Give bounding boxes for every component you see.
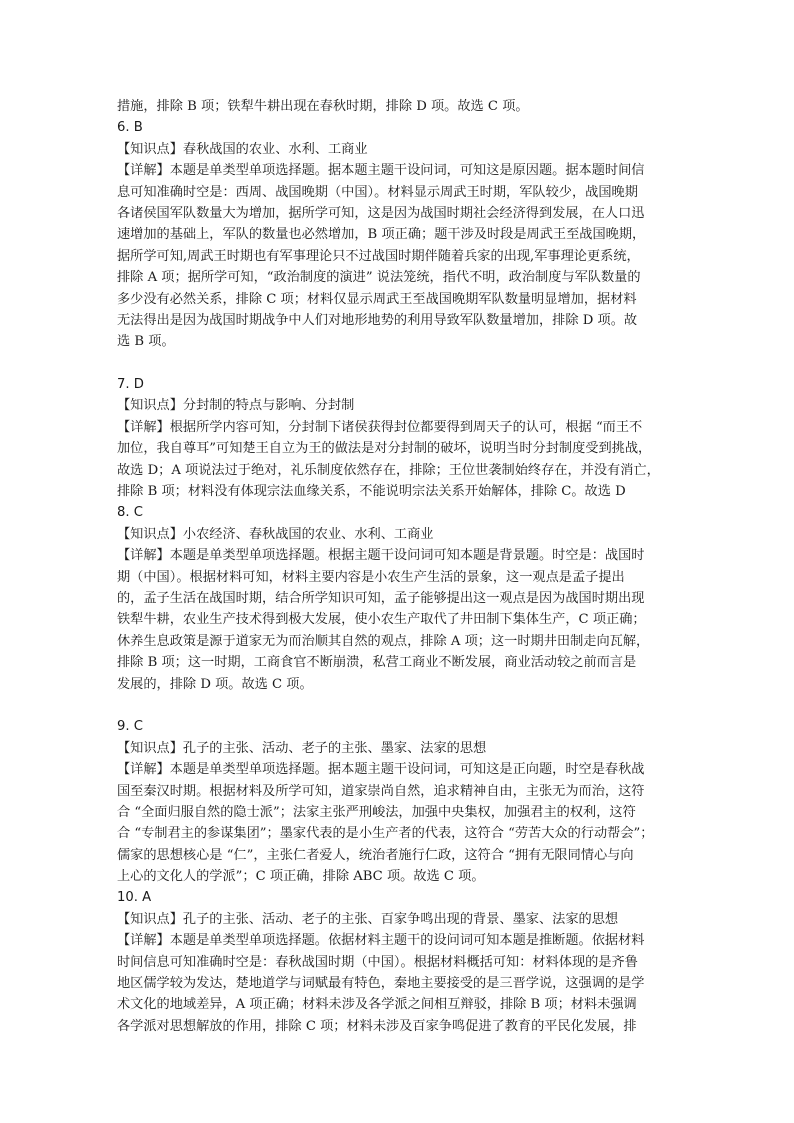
text-line: 【详解】根据所学内容可知，分封制下诸侯获得封位都要得到周天子的认可，根据 “而王不 <box>117 419 643 435</box>
text-line: 排除 A 项；据所学可知，“政治制度的演进” 说法笼统，指代不明，政治制度与军队数量的 <box>117 270 641 286</box>
text-line: 合 “全面归服自然的隐士派”；法家主张严刑峻法，加强中央集权，加强君主的权利，这符 <box>117 804 636 820</box>
answer-section <box>117 117 682 352</box>
text-line: 息可知准确时空是：西周、战国晚期（中国）。材料显示周武王时期，军队较少，战国晚期 <box>117 184 638 200</box>
answer-section <box>117 96 682 117</box>
text-line: 【知识点】孔子的主张、活动、老子的主张、墨家、法家的思想 <box>117 740 487 756</box>
text-line: 的，孟子生活在战国时期，结合所学知识可知，孟子能够提出这一观点是因为战国时期出现 <box>117 590 645 606</box>
text-line: 铁犁牛耕，农业生产技术得到极大发展，使小农生产取代了井田制下集体生产，C 项正确； <box>117 612 646 628</box>
text-line: 速增加的基础上，军队的数量也必然增加，B 项正确；题干涉及时段是周武王至战国晚期， <box>117 227 646 243</box>
answer-section <box>117 887 682 1037</box>
text-line: 无法得出是因为战国时期战争中人们对地形地势的利用导致军队数量增加，排除 D 项。故 <box>117 312 638 328</box>
question-answer-number: 7. D <box>117 377 144 393</box>
blank-line <box>117 353 682 374</box>
text-line: 国至秦汉时期。根据材料及所学可知，道家崇尚自然，追求精神自由，主张无为而治，这符 <box>117 783 645 799</box>
text-line: 措施，排除 B 项；铁犁牛耕出现在春秋时期，排除 D 项。故选 C 项。 <box>117 99 529 114</box>
text-line: 时间信息可知准确时空是：春秋战国时期（中国）。根据材料概括可知：材料体现的是齐鲁 <box>117 954 638 970</box>
text-line: 据所学可知,周武王时期也有军事理论只不过战国时期伴随着兵家的出现,军事理论更系统， <box>117 248 640 264</box>
text-line: 休养生息政策是源于道家无为而治顺其自然的观点，排除 A 项；这一时期井田制走向瓦解， <box>117 633 650 649</box>
answer-section <box>117 502 682 695</box>
text-line: 儒家的思想核心是 “仁”，主张仁者爱人，统治者施行仁政，这符合 “拥有无限同情心与向 <box>117 847 634 863</box>
question-answer-number: 10. A <box>117 890 152 906</box>
text-line: 加位，我自尊耳”可知楚王自立为王的做法是对分封制的破坏，说明当时分封制度受到挑战， <box>117 441 652 457</box>
text-line: 故选 D；A 项说法过于绝对，礼乐制度依然存在，排除；王位世袭制始终存在，并没有消亡， <box>117 462 660 478</box>
text-line: 期（中国）。根据材料可知，材料主要内容是小农生产生活的景象，这一观点是孟子提出 <box>117 569 625 585</box>
question-answer-number: 8. C <box>117 505 143 521</box>
text-line: 排除 B 项；这一时期，工商食官不断崩溃，私营工商业不断发展，商业活动较之前而言是 <box>117 655 637 671</box>
text-line: 【详解】本题是单类型单项选择题。根据主题干设问词可知本题是背景题。时空是：战国时 <box>117 548 645 564</box>
text-line: 【知识点】分封制的特点与影响、分封制 <box>117 398 355 414</box>
text-line: 【知识点】孔子的主张、活动、老子的主张、百家争鸣出现的背景、墨家、法家的思想 <box>117 911 619 927</box>
text-line: 选 B 项。 <box>117 334 175 350</box>
blank-line <box>117 695 682 716</box>
text-line: 多少没有必然关系，排除 C 项；材料仅显示周武王至战国晚期军队数量明显增加，据材料 <box>117 291 637 307</box>
text-line: 排除 B 项；材料没有体现宗法血缘关系，不能说明宗法关系开始解体，排除 C。故选 D <box>117 484 626 500</box>
text-line: 【知识点】春秋战国的农业、水利、工商业 <box>117 141 368 157</box>
text-line: 合 “专制君主的参谋集团”；墨家代表的是小生产者的代表，这符合 “劳苦大众的行动帮会”； <box>117 826 654 842</box>
document-page <box>117 96 682 1037</box>
answer-section <box>117 374 682 502</box>
answer-section <box>117 716 682 887</box>
question-answer-number: 6. B <box>117 120 143 136</box>
text-line: 【详解】本题是单类型单项选择题。据本题主题干设问词，可知这是原因题。据本题时间信 <box>117 163 645 179</box>
text-line: 各学派对思想解放的作用，排除 C 项；材料未涉及百家争鸣促进了教育的平民化发展，排 <box>117 1018 637 1034</box>
text-line: 地区儒学较为发达，楚地道学与词赋最有特色，秦地主要接受的是三晋学说，这强调的是学 <box>117 976 645 992</box>
text-line: 【知识点】小农经济、春秋战国的农业、水利、工商业 <box>117 526 434 542</box>
text-line: 发展的，排除 D 项。故选 C 项。 <box>117 676 313 692</box>
text-line: 各诸侯国军队数量大为增加，据所学可知，这是因为战国时期社会经济得到发展，在人口迅 <box>117 205 645 221</box>
text-line: 术文化的地域差异，A 项正确；材料未涉及各学派之间相互辩驳，排除 B 项；材料未强调 <box>117 997 637 1013</box>
text-line: 上心的文化人的学派”；C 项正确，排除 ABC 项。故选 C 项。 <box>117 869 485 885</box>
text-line: 【详解】本题是单类型单项选择题。据本题主题干设问词，可知这是正向题，时空是春秋战 <box>117 762 645 778</box>
question-answer-number: 9. C <box>117 719 143 735</box>
text-line: 【详解】本题是单类型单项选择题。依据材料主题干的设问词可知本题是推断题。依据材料 <box>117 933 645 949</box>
